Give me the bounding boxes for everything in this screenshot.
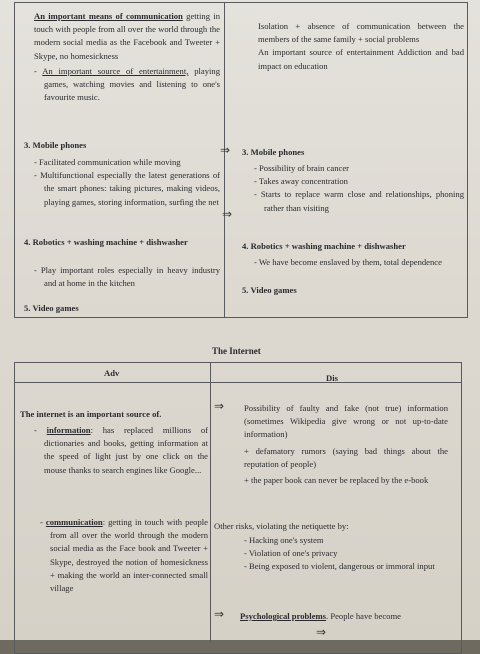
top-right-column xyxy=(258,20,464,73)
intro-bold: An important means of communication xyxy=(34,11,183,21)
top-left-column: An important means of communication getting in touch with people from all over the world through the modern social media as the Facebook and Tweeter + Skype, no homesickness - An important source of entertainment, playing games, watching movies and listening to one's favourite music. xyxy=(34,11,221,103)
internet-table-divider xyxy=(210,362,211,642)
adv-intro: The internet is an important source of. xyxy=(20,409,162,419)
list-item: - Play important roles especially in heavy industry and at home in the kitchen xyxy=(34,265,220,289)
psych-label: Psychological problems xyxy=(240,611,327,621)
list-item: - Starts to replace warm close and relationships, phoning rather than visiting xyxy=(254,189,464,213)
mobile-title-left: 3. Mobile phones xyxy=(24,140,87,150)
video-title-right: 5. Video games xyxy=(242,285,297,295)
dis-risk-items xyxy=(232,534,450,574)
robotics-items-right xyxy=(242,256,464,269)
entertainment-text: An important source of entertainment Addiction and bad impact on education xyxy=(258,47,464,71)
intro-rest: getting in touch with people from all over the world through the modern social media as the Facebook and Tweeter + Skype, no homesickness xyxy=(34,11,221,61)
list-item: - Takes away concentration xyxy=(254,176,348,187)
psych-rest: People have become xyxy=(330,611,401,621)
top-table-divider xyxy=(224,2,225,318)
information-label: information xyxy=(46,425,91,435)
entertainment-rest: playing games, watching movies and listening to one's favourite music. xyxy=(44,65,220,103)
dis-other-risks: Other risks, violating the netiquette by: xyxy=(214,521,349,531)
list-item: - Hacking one's system xyxy=(244,535,324,545)
arrow-right-icon: ⇒ xyxy=(222,207,233,221)
adv-communication: - communication: getting in touch with people from all over the world through the modern social media as the Face book and Tweeter + Skype, destroyed the notion of homesickness + making the world an inter-connected small village xyxy=(40,517,208,594)
mobile-items-left xyxy=(34,156,220,209)
list-item: - Being exposed to violent, dangerous or immoral input xyxy=(244,561,435,572)
list-item: - Facilitated communication while moving xyxy=(34,157,181,167)
video-title-left: 5. Video games xyxy=(24,303,79,313)
mobile-title-right: 3. Mobile phones xyxy=(242,147,305,157)
arrow-right-icon: ⇒ xyxy=(214,607,225,621)
adv-information: - information: has replaced millions of dictionaries and books, getting information at the speed of light just by one click on the mouse thanks to search engines like Google... xyxy=(34,425,208,475)
header-divider xyxy=(14,382,462,383)
internet-title: The Internet xyxy=(212,346,261,356)
list-item: - Possibility of brain cancer xyxy=(254,163,349,173)
arrow-right-icon: ⇒ xyxy=(220,143,231,157)
arrow-right-icon: ⇒ xyxy=(214,399,225,413)
list-item: - Multifunctional especially the latest generations of the smart phones: taking pictures, making videos, playing games, storing information, surfing the net xyxy=(34,170,220,207)
mobile-items-right xyxy=(242,162,464,215)
dis-faulty: Possibility of faulty and fake (not true) information (sometimes Wikipedia give wrong or not up-to-date information) + defamatory rumors (saying bad things about the reputation of people) + the paper book can never be replaced by the e-book xyxy=(244,403,448,486)
robotics-items-left xyxy=(34,264,220,290)
dis-psych: Psychological problems. People have become xyxy=(240,611,401,621)
robotics-title-right: 4. Robotics + washing machine + dishwasher xyxy=(242,241,406,251)
information-rest: has replaced millions of dictionaries and books, getting information at the speed of light just by one click on the mouse thanks to search engines like Google... xyxy=(44,425,208,475)
entertainment-label: An important source of entertainment, xyxy=(42,65,189,76)
isolation-text: Isolation + absence of communication between the members of the same family + social problems xyxy=(258,21,464,45)
robotics-title-left: 4. Robotics + washing machine + dishwasher xyxy=(24,237,188,247)
dis-header: Dis xyxy=(326,373,338,383)
arrow-right-icon: ⇒ xyxy=(316,625,327,639)
list-item: - Violation of one's privacy xyxy=(244,548,338,559)
adv-header: Adv xyxy=(104,368,120,378)
communication-label: communication xyxy=(45,517,103,527)
communication-rest: getting in touch with people from all over the world through the modern social media as the Face book and Tweeter + Skype, destroyed the notion of homesickness + making the world an inter-connected small village xyxy=(50,517,208,594)
list-item: - We have become enslaved by them, total dependence xyxy=(254,257,442,267)
